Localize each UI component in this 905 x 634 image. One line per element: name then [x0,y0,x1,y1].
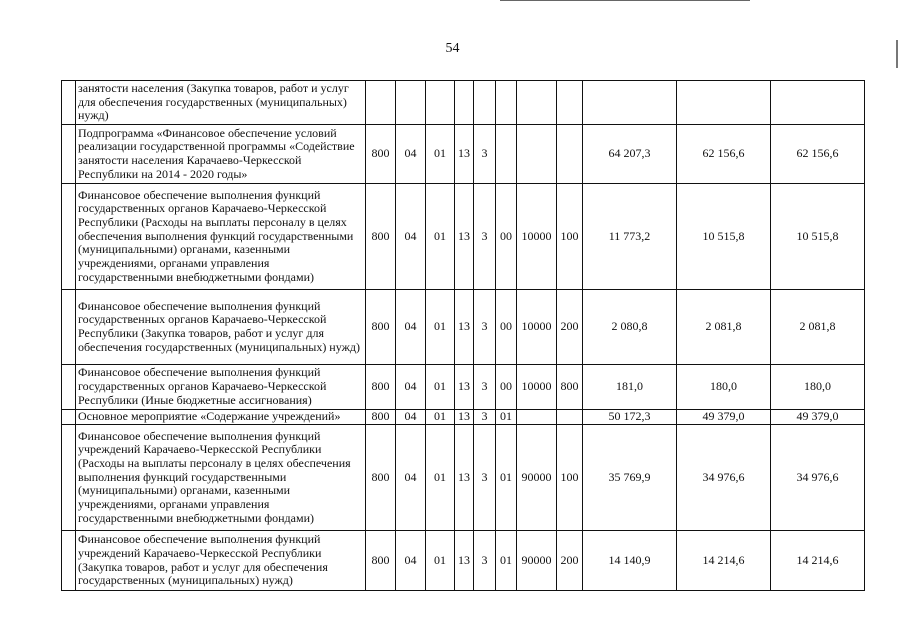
code-event [496,125,517,184]
code-program: 13 [455,425,474,531]
code-event: 01 [496,425,517,531]
code-direction: 10000 [517,365,557,410]
code-section: 04 [396,290,426,365]
code-program [455,81,474,125]
code-expense-type [557,410,583,425]
amount-year-1: 64 207,3 [583,125,677,184]
amount-year-3: 10 515,8 [771,184,865,290]
code-direction: 10000 [517,184,557,290]
row-description: Финансовое обеспечение выполнения функций учреждений Карачаево-Черкесской Республики (Закупка товаров, работ и услуг для обеспечения государственных (муниципальных) нужд) [76,531,366,591]
code-subsection: 01 [426,410,455,425]
code-direction: 90000 [517,425,557,531]
code-subsection [426,81,455,125]
row-description: Финансовое обеспечение выполнения функций государственных органов Карачаево-Черкесской Республики (Расходы на выплаты персоналу в целях обеспечения выполнения функций государственными (муниципальными) органами, казенными учреждениями, органами управления государственными внебюджетными фондами) [76,184,366,290]
code-direction: 10000 [517,290,557,365]
code-expense-type [557,81,583,125]
code-department: 800 [366,125,396,184]
code-program: 13 [455,410,474,425]
code-direction [517,125,557,184]
amount-year-2: 34 976,6 [677,425,771,531]
code-subprogram: 3 [474,365,496,410]
code-subsection: 01 [426,365,455,410]
row-description: Финансовое обеспечение выполнения функций учреждений Карачаево-Черкесской Республики (Расходы на выплаты персоналу в целях обеспечения выполнения функций государственными (муниципальными) органами, казенными учреждениями, органами управления государственными внебюджетными фондами) [76,425,366,531]
amount-year-2: 62 156,6 [677,125,771,184]
table-row [62,531,865,591]
amount-year-3: 34 976,6 [771,425,865,531]
code-program: 13 [455,290,474,365]
code-event: 01 [496,410,517,425]
code-program: 13 [455,365,474,410]
code-event [496,81,517,125]
scan-edge-mark [896,40,898,68]
code-expense-type: 100 [557,425,583,531]
table-row [62,125,865,184]
code-department: 800 [366,290,396,365]
code-department: 800 [366,531,396,591]
code-expense-type: 100 [557,184,583,290]
amount-year-1 [583,81,677,125]
code-subsection: 01 [426,125,455,184]
code-event: 00 [496,365,517,410]
code-section: 04 [396,531,426,591]
code-program: 13 [455,125,474,184]
table-row [62,290,865,365]
code-section: 04 [396,425,426,531]
code-expense-type: 200 [557,290,583,365]
amount-year-2: 14 214,6 [677,531,771,591]
table-row [62,410,865,425]
code-section: 04 [396,410,426,425]
code-department [366,81,396,125]
code-section: 04 [396,125,426,184]
amount-year-2: 49 379,0 [677,410,771,425]
amount-year-2: 2 081,8 [677,290,771,365]
amount-year-2 [677,81,771,125]
amount-year-1: 14 140,9 [583,531,677,591]
code-event: 00 [496,184,517,290]
code-direction [517,410,557,425]
code-program: 13 [455,531,474,591]
page-number: 54 [445,41,460,56]
table-row [62,365,865,410]
table-row [62,81,865,125]
amount-year-3: 180,0 [771,365,865,410]
amount-year-1: 50 172,3 [583,410,677,425]
code-expense-type [557,125,583,184]
row-description: Подпрограмма «Финансовое обеспечение условий реализации государственной программы «Содействие занятости населения Карачаево-Черкесской Республики на 2014 - 2020 годы» [76,125,366,184]
row-description: Финансовое обеспечение выполнения функций государственных органов Карачаево-Черкесской Республики (Закупка товаров, работ и услуг для обеспечения государственных (муниципальных) нужд) [76,290,366,365]
code-subsection: 01 [426,184,455,290]
code-direction: 90000 [517,531,557,591]
row-description: занятости населения (Закупка товаров, работ и услуг для обеспечения государственных (муниципальных) нужд) [76,81,366,125]
amount-year-1: 11 773,2 [583,184,677,290]
code-department: 800 [366,365,396,410]
code-event: 01 [496,531,517,591]
amount-year-2: 180,0 [677,365,771,410]
amount-year-1: 2 080,8 [583,290,677,365]
code-section: 04 [396,184,426,290]
code-section: 04 [396,365,426,410]
amount-year-3: 2 081,8 [771,290,865,365]
amount-year-1: 181,0 [583,365,677,410]
code-subsection: 01 [426,425,455,531]
row-description: Финансовое обеспечение выполнения функций государственных органов Карачаево-Черкесской Республики (Иные бюджетные ассигнования) [76,365,366,410]
code-event: 00 [496,290,517,365]
amount-year-3 [771,81,865,125]
code-subprogram: 3 [474,125,496,184]
code-department: 800 [366,410,396,425]
code-section [396,81,426,125]
code-subsection: 01 [426,290,455,365]
code-subprogram: 3 [474,410,496,425]
amount-year-3: 62 156,6 [771,125,865,184]
code-subprogram: 3 [474,290,496,365]
code-subsection: 01 [426,531,455,591]
code-subprogram [474,81,496,125]
code-expense-type: 800 [557,365,583,410]
code-program: 13 [455,184,474,290]
code-department: 800 [366,425,396,531]
code-expense-type: 200 [557,531,583,591]
table-row [62,184,865,290]
budget-table [61,80,865,591]
row-description: Основное мероприятие «Содержание учреждений» [76,410,366,425]
amount-year-3: 49 379,0 [771,410,865,425]
table-body [62,81,865,591]
top-rule [500,0,750,1]
code-department: 800 [366,184,396,290]
code-subprogram: 3 [474,184,496,290]
code-direction [517,81,557,125]
code-subprogram: 3 [474,425,496,531]
code-subprogram: 3 [474,531,496,591]
amount-year-2: 10 515,8 [677,184,771,290]
amount-year-1: 35 769,9 [583,425,677,531]
amount-year-3: 14 214,6 [771,531,865,591]
table-row [62,425,865,531]
